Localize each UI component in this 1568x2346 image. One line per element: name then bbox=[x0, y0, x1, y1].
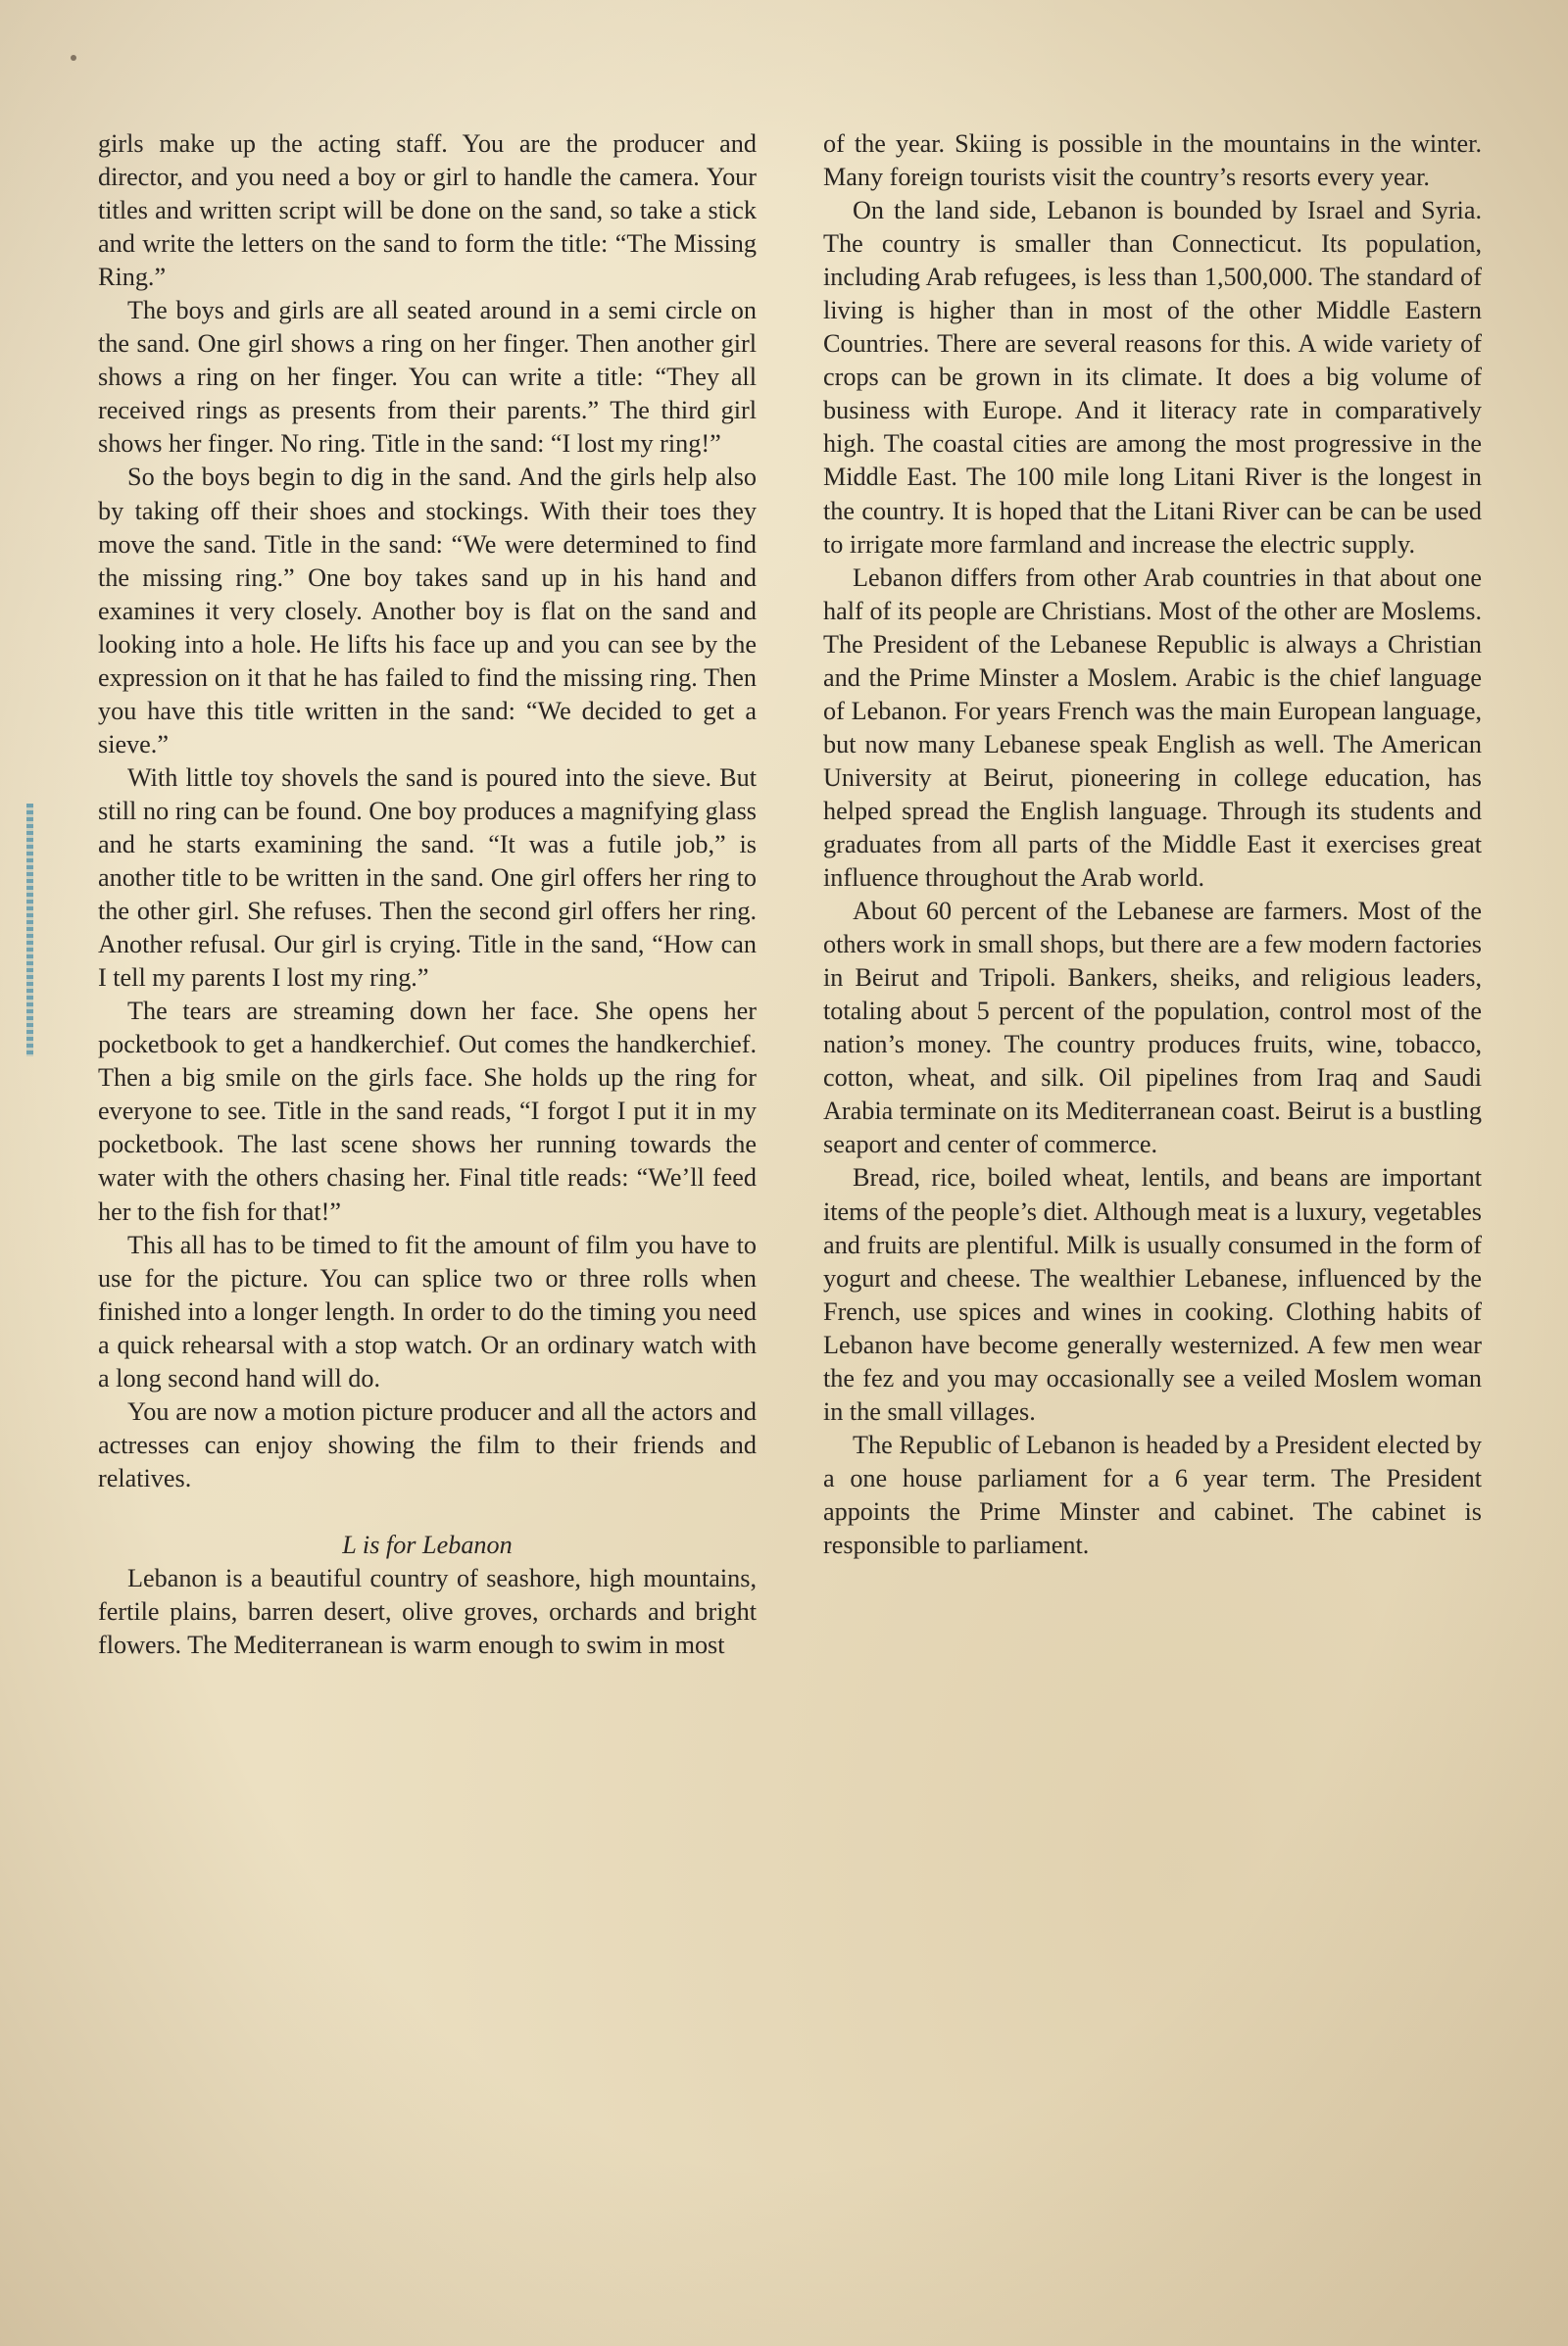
left-column bbox=[98, 127, 757, 1662]
paragraph: You are now a motion picture producer and all the actors and actresses can enjoy showing the film to their friends and relatives. bbox=[98, 1396, 757, 1492]
paragraph: Bread, rice, boiled wheat, lentils, and beans are important items of the people’s diet. Although meat is a luxury, vegetables and fruits are plentiful. Milk is usually consumed in the form of yogurt and cheese. The wealthier Lebanese, influenced by the French, use spices and wines in cooking. Clothing habits of Lebanon have become generally westernized. A few men wear the fez and you may occasionally see a veiled Moslem woman in the small villages. bbox=[823, 1163, 1482, 1426]
paragraph: The boys and girls are all seated around in a semi circle on the sand. One girl shows a ring on her finger. Then another girl shows a ring on her finger. You can write a title: “They all received rings as presents from their parents.” The third girl shows her finger. No ring. Title in the sand: “I lost my ring!” bbox=[98, 296, 757, 459]
paragraph: Lebanon is a beautiful country of seashore, high mountains, fertile plains, barren desert, olive groves, orchards and bright flowers. The Mediterranean is warm enough to swim in most bbox=[98, 1563, 757, 1660]
section-heading: L is for Lebanon bbox=[342, 1530, 513, 1559]
margin-ink-mark bbox=[26, 804, 33, 1056]
paragraph: The Republic of Lebanon is headed by a President elected by a one house parliament for a 6 year term. The President appoints the Prime Minster and cabinet. The cabinet is responsible to parliament. bbox=[823, 1430, 1482, 1559]
paragraph: On the land side, Lebanon is bounded by Israel and Syria. The country is smaller than Connecticut. Its population, including Arab refugees, is less than 1,500,000. The standard of living is higher than in most of the other Middle Eastern Countries. There are several reasons for this. A wide variety of crops can be grown in its climate. It does a big volume of business with Europe. And it literacy rate in comparatively high. The coastal cities are among the most progressive in the Middle East. The 100 mile long Litani River is the longest in the country. It is hoped that the Litani River can be can be used to irrigate more farmland and increase the electric supply. bbox=[823, 196, 1482, 559]
right-column bbox=[823, 127, 1482, 1562]
paragraph: So the boys begin to dig in the sand. And the girls help also by taking off their shoes and stockings. With their toes they move the sand. Title in the sand: “We were determined to find the missing ring.” One boy takes sand up in his hand and examines it very closely. Another boy is flat on the sand and looking into a hole. He lifts his face up and you can see by the expression on it that he has failed to find the missing ring. Then you have this title written in the sand: “We decided to get a sieve.” bbox=[98, 463, 757, 758]
paragraph: This all has to be timed to fit the amount of film you have to use for the picture. You can splice two or three rolls when finished into a longer length. In order to do the timing you need a quick rehearsal with a stop watch. Or an ordinary watch with a long second hand will do. bbox=[98, 1230, 757, 1393]
paragraph: girls make up the acting staff. You are the producer and director, and you need a boy or girl to handle the camera. Your titles and written script will be done on the sand, so take a stick and write the letters on the sand to form the title: “The Missing Ring.” bbox=[98, 129, 757, 292]
paragraph: The tears are streaming down her face. She opens her pocketbook to get a handkerchief. Out comes the handkerchief. Then a big smile on the girls face. She holds up the ring for everyone to see. Title in the sand reads, “I forgot I put it in my pocketbook. The last scene shows her running towards the water with the others chasing her. Final title reads: “We’ll feed her to the fish for that!” bbox=[98, 997, 757, 1226]
paragraph: Lebanon differs from other Arab countries in that about one half of its people are Christians. Most of the other are Moslems. The President of the Lebanese Republic is always a Christian and the Prime Minster a Moslem. Arabic is the chief language of Lebanon. For years French was the main European language, but now many Lebanese speak English as well. The American University at Beirut, pioneering in college education, has helped spread the English language. Through its students and graduates from all parts of the Middle East it exercises great influence throughout the Arab world. bbox=[823, 562, 1482, 893]
paragraph: About 60 percent of the Lebanese are farmers. Most of the others work in small shops, but there are a few modern factories in Beirut and Tripoli. Bankers, sheiks, and religious leaders, totaling about 5 percent of the population, control most of the nation’s money. The country produces fruits, wine, tobacco, cotton, wheat, and silk. Oil pipelines from Iraq and Saudi Arabia terminate on its Mediterranean coast. Beirut is a bustling seaport and center of commerce. bbox=[823, 897, 1482, 1159]
paragraph: of the year. Skiing is possible in the mountains in the winter. Many foreign tourists visit the country’s resorts every year. bbox=[823, 129, 1482, 192]
paragraph: With little toy shovels the sand is poured into the sieve. But still no ring can be found. One boy produces a magnifying glass and he starts examining the sand. “It was a futile job,” is another title to be written in the sand. One girl offers her ring to the other girl. She refuses. Then the second girl offers her ring. Another refusal. Our girl is crying. Title in the sand, “How can I tell my parents I lost my ring.” bbox=[98, 762, 757, 993]
page-speck bbox=[71, 55, 76, 61]
